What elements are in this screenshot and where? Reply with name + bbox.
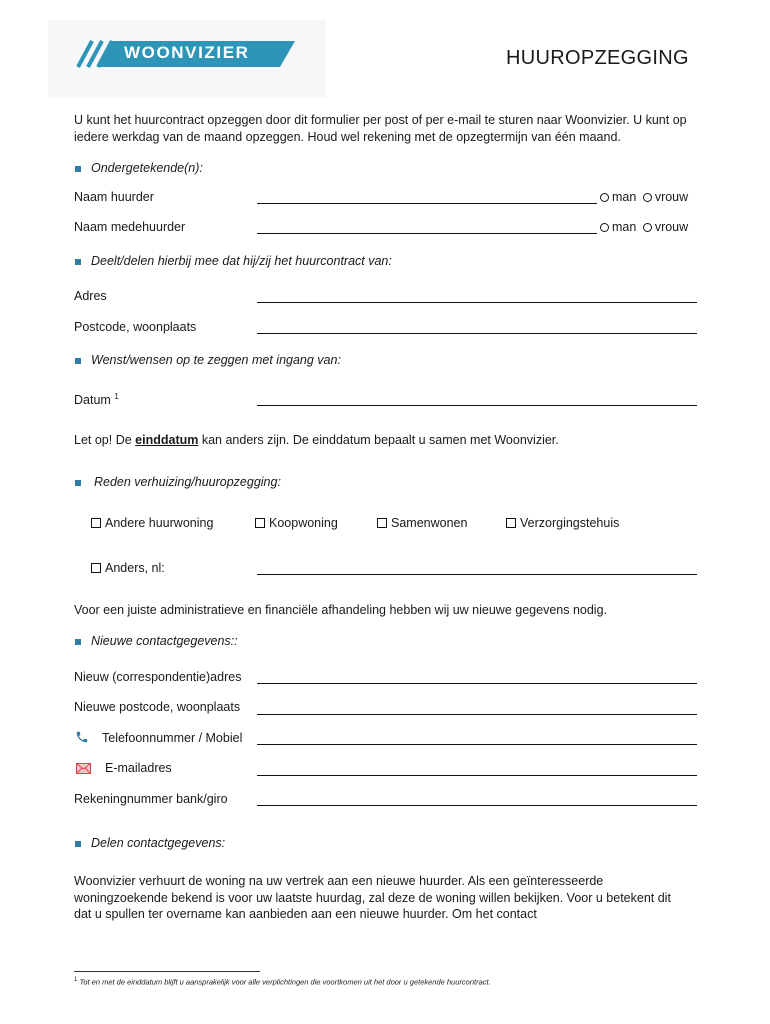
date-label-text: Datum xyxy=(74,393,111,408)
bullet xyxy=(75,480,81,486)
phone-icon xyxy=(75,730,89,744)
phone-input[interactable] xyxy=(257,744,697,745)
gender-vrouw-label: vrouw xyxy=(654,190,689,204)
bullet xyxy=(75,259,81,265)
reason-label: Andere huurwoning xyxy=(105,516,214,530)
reason-other[interactable] xyxy=(91,561,165,575)
bullet xyxy=(75,166,81,172)
email-input[interactable] xyxy=(257,775,697,776)
reason-option[interactable] xyxy=(506,516,619,530)
admin-text: Voor een juiste administratieve en financiële afhandeling hebben wij uw nieuwe gegevens nodig. xyxy=(74,603,608,617)
logo xyxy=(48,20,326,98)
footnote-text: Tot en met de einddatum blijft u aansprakelijk voor alle verplichtingen die voortkomen uit het door u getekende huurcontract. xyxy=(79,977,491,987)
postcode-label: Postcode, woonplaats xyxy=(74,320,197,334)
bank-input[interactable] xyxy=(257,805,697,806)
radio-vrouw[interactable] xyxy=(643,223,652,232)
section-reason: Reden verhuizing/huuropzegging: xyxy=(94,475,281,489)
tenant-gender xyxy=(600,190,688,204)
section-wish: Wenst/wensen op te zeggen met ingang van: xyxy=(91,353,341,367)
checkbox[interactable] xyxy=(377,518,387,528)
footnote-number: 1 xyxy=(74,977,78,983)
bank-label: Rekeningnummer bank/giro xyxy=(74,792,228,806)
cotenant-input[interactable] xyxy=(257,233,597,234)
note-bold: einddatum xyxy=(135,433,199,447)
new-address-input[interactable] xyxy=(257,683,697,684)
reason-label: Verzorgingstehuis xyxy=(520,516,620,530)
note-suffix: kan anders zijn. De einddatum bepaalt u samen met Woonvizier. xyxy=(198,433,559,447)
intro-text: U kunt het huurcontract opzeggen door dit formulier per post of per e-mail te sturen naar Woonvizier. U kunt op iedere werkdag van de maand opzeggen. Houd wel rekening met de opzegtermijn van één maand. xyxy=(74,113,687,144)
bullet xyxy=(75,358,81,364)
section-contact: Nieuwe contactgegevens:: xyxy=(91,634,238,648)
checkbox[interactable] xyxy=(255,518,265,528)
reason-option[interactable] xyxy=(91,516,213,530)
gender-man-label: man xyxy=(612,190,637,204)
reason-label: Koopwoning xyxy=(269,516,338,530)
checkbox[interactable] xyxy=(506,518,516,528)
share-text: Woonvizier verhuurt de woning na uw vertrek aan een nieuwe huurder. Als een geïnteresseerde woningzoekende bekend is voor uw laatste huurdag, zal deze de woning willen bekijken. Voor u betekent dit dat u spullen ter overname kan aanbieden aan een nieuwe huurder. Om het contact xyxy=(74,874,671,921)
section-share: Delen contactgegevens: xyxy=(91,836,226,850)
cotenant-gender xyxy=(600,220,688,234)
new-postcode-input[interactable] xyxy=(257,714,697,715)
footnote xyxy=(74,977,491,987)
cotenant-label: Naam medehuurder xyxy=(74,220,186,234)
checkbox[interactable] xyxy=(91,518,101,528)
tenant-input[interactable] xyxy=(257,203,597,204)
logo-text: WOONVIZIER xyxy=(124,43,250,62)
email-icon xyxy=(76,763,91,774)
address-label: Adres xyxy=(74,289,107,303)
date-label xyxy=(74,392,119,407)
einddatum-note xyxy=(74,433,559,447)
checkbox[interactable] xyxy=(91,563,101,573)
email-label: E-mailadres xyxy=(105,761,172,775)
bullet xyxy=(75,639,81,645)
radio-man[interactable] xyxy=(600,193,609,202)
gender-man-label: man xyxy=(612,220,637,234)
other-label: Anders, nl: xyxy=(105,561,165,575)
date-footnote-ref: 1 xyxy=(114,392,119,401)
tenant-label: Naam huurder xyxy=(74,190,154,204)
bullet xyxy=(75,841,81,847)
reason-label: Samenwonen xyxy=(391,516,468,530)
footnote-divider xyxy=(74,971,260,972)
section-signer: Ondergetekende(n): xyxy=(91,161,203,175)
radio-man[interactable] xyxy=(600,223,609,232)
radio-vrouw[interactable] xyxy=(643,193,652,202)
section-declare: Deelt/delen hierbij mee dat hij/zij het huurcontract van: xyxy=(91,254,392,268)
phone-label: Telefoonnummer / Mobiel xyxy=(102,731,243,745)
postcode-input[interactable] xyxy=(257,333,697,334)
new-postcode-label: Nieuwe postcode, woonplaats xyxy=(74,700,241,714)
gender-vrouw-label: vrouw xyxy=(654,220,689,234)
reason-option[interactable] xyxy=(255,516,338,530)
page-title: HUUROPZEGGING xyxy=(506,47,689,69)
date-input[interactable] xyxy=(257,405,697,406)
note-prefix: Let op! De xyxy=(74,433,136,447)
new-address-label: Nieuw (correspondentie)adres xyxy=(74,670,242,684)
reason-option[interactable] xyxy=(377,516,467,530)
address-input[interactable] xyxy=(257,302,697,303)
other-input[interactable] xyxy=(257,574,697,575)
